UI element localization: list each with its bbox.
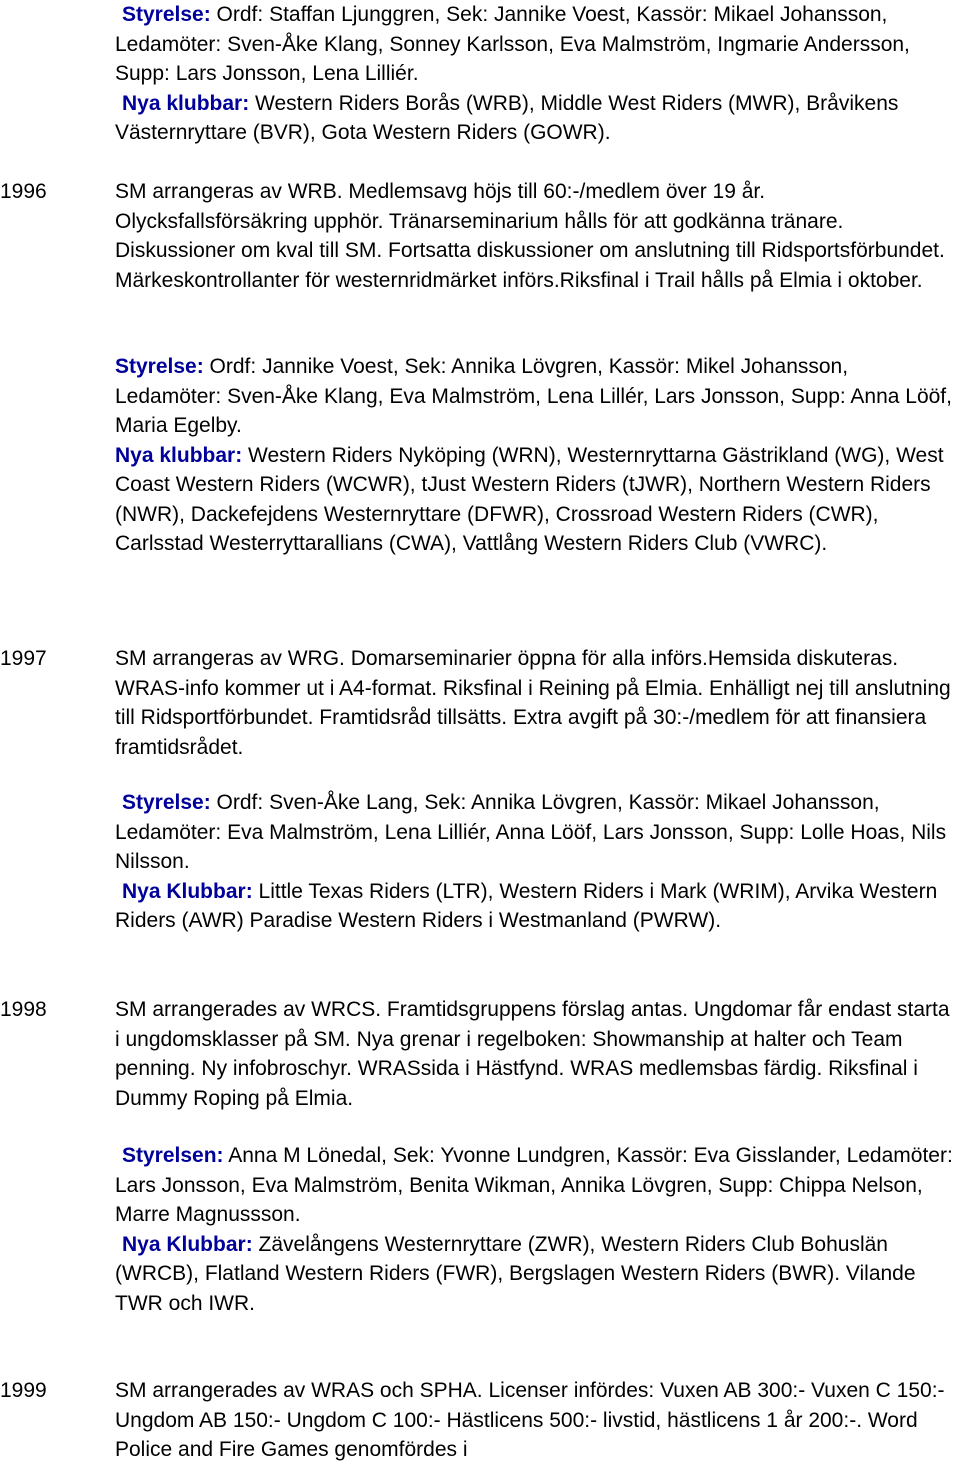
nya-klubbar-text: Western Riders Borås (WRB), Middle West Riders (MWR), Bråvikens Västernryttare (BVR), Gota Western Riders (GOWR). bbox=[115, 91, 899, 144]
styrelse-paragraph bbox=[115, 352, 960, 559]
nya-klubbar-text: Western Riders Nyköping (WRN), Westernryttarna Gästrikland (WG), West Coast Western Riders (WCWR), tJust Western Riders (tJWR), Northern Western Riders (NWR), Dackefejdens Westernryttare (DFWR), Crossroad Western Riders (CWR), Carlsstad Westerryttarallians (CWA), Vattlång Western Riders Club (VWRC). bbox=[115, 443, 944, 555]
nya-klubbar-text: Little Texas Riders (LTR), Western Riders i Mark (WRIM), Arvika Western Riders (AWR) Paradise Western Riders i Westmanland (PWRW). bbox=[115, 879, 938, 932]
year-label: 1997 bbox=[0, 647, 47, 670]
styrelse-label: Styrelsen: bbox=[122, 1144, 224, 1167]
year-label: 1996 bbox=[0, 180, 47, 203]
styrelse-label: Styrelse: bbox=[122, 791, 211, 814]
year-label: 1998 bbox=[0, 998, 47, 1021]
styrelse-label: Styrelse: bbox=[115, 355, 204, 378]
year-event-text: SM arrangerades av WRAS och SPHA. Licenser infördes: Vuxen AB 300:- Vuxen C 150:- Ungdom AB 150:- Ungdom C 100:- Hästlicens 500:- livstid, hästlicens 1 år 200:-. Word Police and Fire Games genomfördes i bbox=[115, 1379, 945, 1461]
nya-klubbar-label: Nya Klubbar: bbox=[122, 1232, 253, 1256]
styrelse-label: Styrelse: bbox=[122, 3, 211, 26]
nya-klubbar-label: Nya Klubbar: bbox=[122, 879, 253, 903]
nya-klubbar-label: Nya klubbar: bbox=[122, 91, 250, 115]
styrelse-text: Ordf: Sven-Åke Lang, Sek: Annika Lövgren, Kassör: Mikael Johansson, Ledamöter: Eva Malmström, Lena Lilliér, Anna Lööf, Lars Jonsson, Supp: Lolle Hoas, Nils Nilsson. bbox=[115, 791, 947, 873]
styrelse-paragraph bbox=[115, 788, 960, 936]
year-event-text: SM arrangerades av WRCS. Framtidsgruppens förslag antas. Ungdomar får endast starta i ungdomsklasser på SM. Nya grenar i regelboken: Showmanship at halter och Team penning. Ny infobroschyr. WRASsida i Hästfynd. WRAS medlemsbas färdig. Riksfinal i Dummy Roping på Elmia. bbox=[115, 998, 950, 1110]
styrelse-paragraph bbox=[115, 1141, 960, 1318]
year-event-text: SM arrangeras av WRB. Medlemsavg höjs till 60:-/medlem över 19 år. Olycksfallsförsäkring upphör. Tränarseminarium hålls för att godkänna tränare. Diskussioner om kval till SM. Fortsatta diskussioner om anslutning till Ridsportsförbundet. Märkeskontrollanter för westernridmärket införs.Riksfinal i Trail hålls på Elmia i oktober. bbox=[115, 180, 945, 292]
styrelse-text: Ordf: Staffan Ljunggren, Sek: Jannike Voest, Kassör: Mikael Johansson, Ledamöter: Sven-Åke Klang, Sonney Karlsson, Eva Malmström, Ingmarie Andersson, Supp: Lars Jonsson, Lena Lilliér. bbox=[115, 3, 910, 85]
year-label: 1999 bbox=[0, 1379, 47, 1402]
styrelse-paragraph bbox=[115, 0, 960, 148]
styrelse-text: Ordf: Jannike Voest, Sek: Annika Lövgren, Kassör: Mikel Johansson, Ledamöter: Sven-Åke Klang, Eva Malmström, Lena Lillér, Lars Jonsson, Supp: Anna Lööf, Maria Egelby. bbox=[115, 355, 952, 437]
nya-klubbar-label: Nya klubbar: bbox=[115, 443, 243, 467]
styrelse-text: Anna M Lönedal, Sek: Yvonne Lundgren, Kassör: Eva Gisslander, Ledamöter: Lars Jonsson, Eva Malmström, Benita Wikman, Annika Lövgren, Supp: Chippa Nelson, Marre Magnussson. bbox=[115, 1144, 953, 1226]
nya-klubbar-text: Zävelångens Westernryttare (ZWR), Western Riders Club Bohuslän (WRCB), Flatland Western Riders (FWR), Bergslagen Western Riders (BWR). Vilande TWR och IWR. bbox=[115, 1232, 916, 1315]
year-event-text: SM arrangeras av WRG. Domarseminarier öppna för alla införs.Hemsida diskuteras. WRAS-info kommer ut i A4-format. Riksfinal i Reining på Elmia. Enhälligt nej till anslutning till Ridsportförbundet. Framtidsråd tillsätts. Extra avgift på 30:-/medlem för att finansiera framtidsrådet. bbox=[115, 647, 951, 759]
